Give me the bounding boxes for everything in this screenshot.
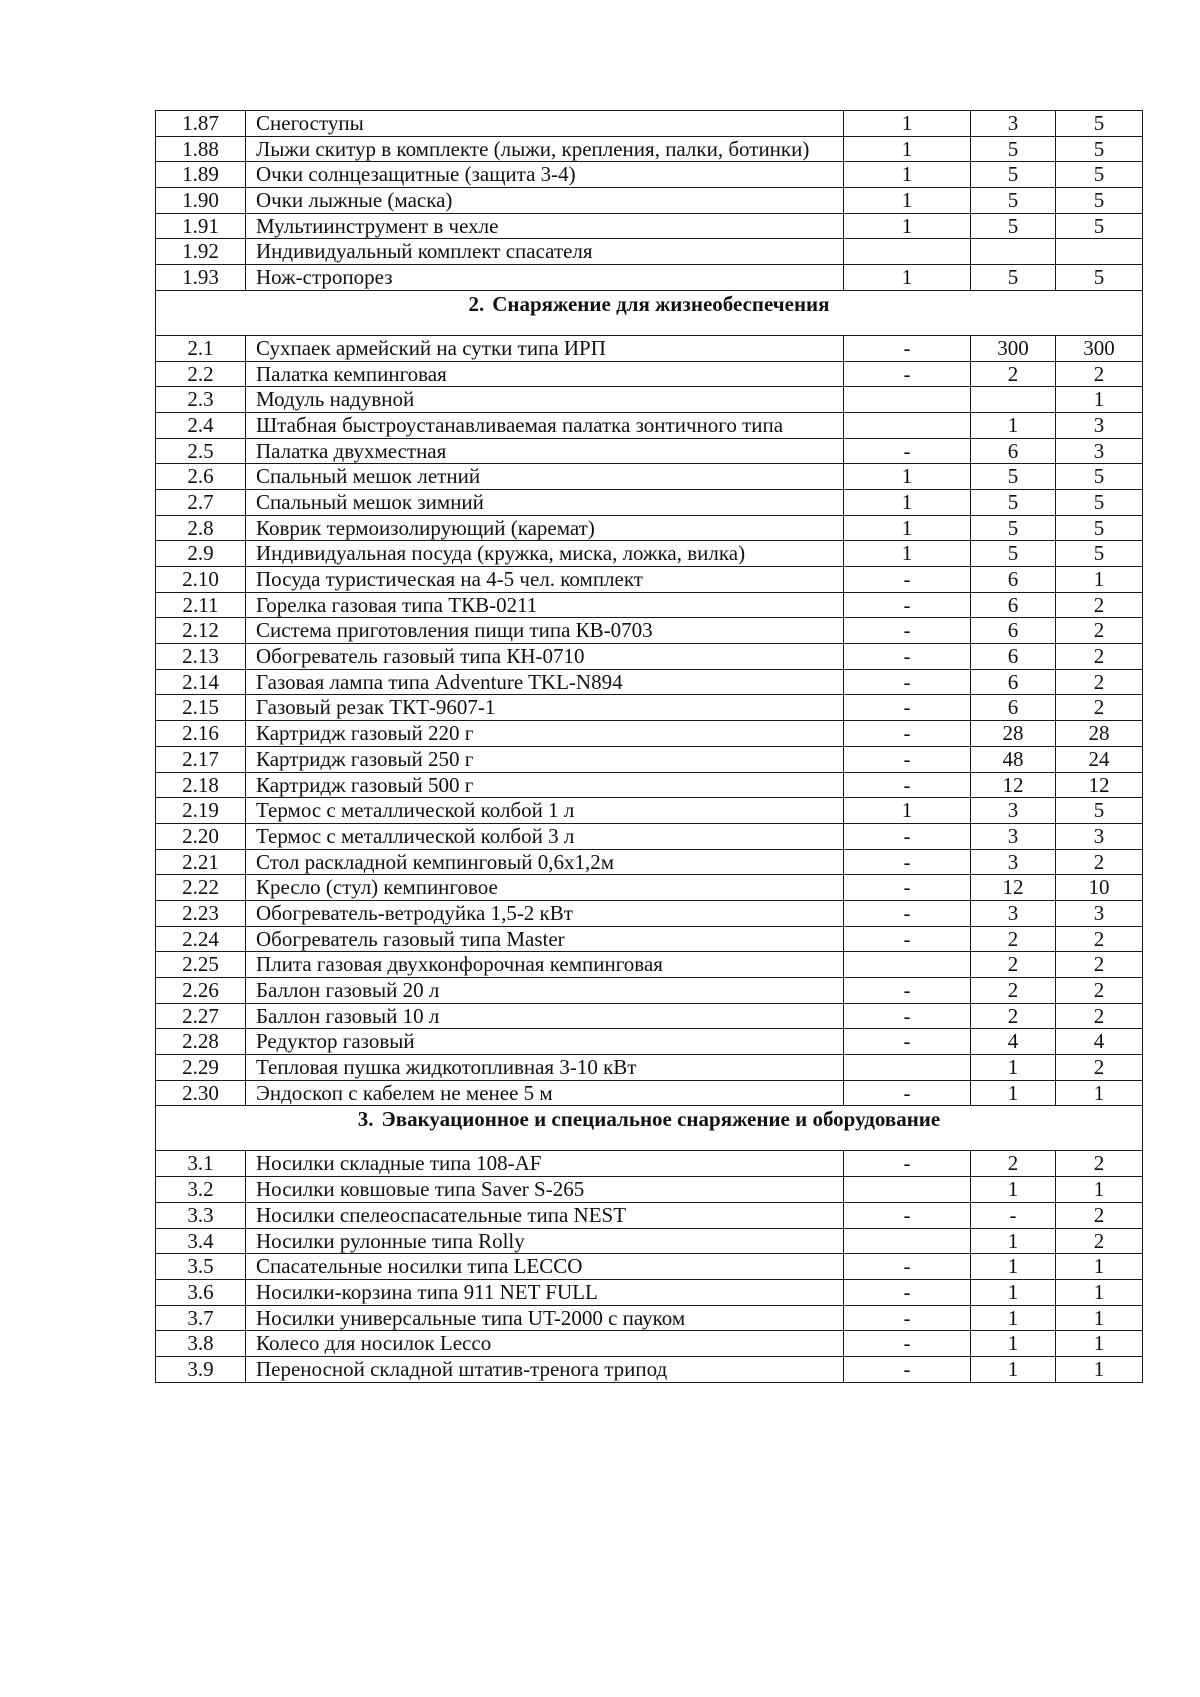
item-number-cell: 2.16 [156, 721, 246, 747]
quantity-col-2-cell: 3 [971, 111, 1056, 137]
quantity-col-1-cell: 1 [844, 265, 971, 291]
quantity-col-1-cell: - [844, 1029, 971, 1055]
quantity-col-1-cell: - [844, 695, 971, 721]
quantity-col-3-cell: 2 [1056, 618, 1143, 644]
item-name-cell: Картридж газовый 500 г [246, 772, 844, 798]
item-name-cell: Переносной складной штатив-тренога трипод [246, 1356, 844, 1382]
item-name-cell: Индивидуальная посуда (кружка, миска, ложка, вилка) [246, 541, 844, 567]
quantity-col-1-cell: - [844, 721, 971, 747]
quantity-col-1-cell: 1 [844, 213, 971, 239]
item-number-cell: 1.88 [156, 136, 246, 162]
quantity-col-3-cell: 2 [1056, 592, 1143, 618]
quantity-col-2-cell: 1 [971, 412, 1056, 438]
quantity-col-2-cell: 4 [971, 1029, 1056, 1055]
quantity-col-3-cell: 3 [1056, 412, 1143, 438]
quantity-col-3-cell: 2 [1056, 952, 1143, 978]
item-number-cell: 1.87 [156, 111, 246, 137]
quantity-col-2-cell: 6 [971, 438, 1056, 464]
quantity-col-1-cell: - [844, 1331, 971, 1357]
quantity-col-2-cell: 2 [971, 952, 1056, 978]
item-number-cell: 2.2 [156, 361, 246, 387]
item-number-cell: 3.3 [156, 1202, 246, 1228]
quantity-col-2-cell: 1 [971, 1356, 1056, 1382]
item-name-cell: Очки солнцезащитные (защита 3-4) [246, 162, 844, 188]
quantity-col-1-cell: 1 [844, 798, 971, 824]
item-name-cell: Тепловая пушка жидкотопливная 3-10 кВт [246, 1055, 844, 1081]
table-row [156, 335, 1143, 361]
quantity-col-2-cell: 5 [971, 464, 1056, 490]
quantity-col-3-cell: 5 [1056, 136, 1143, 162]
quantity-col-2-cell: 5 [971, 541, 1056, 567]
quantity-col-2-cell: 3 [971, 849, 1056, 875]
item-name-cell: Спальный мешок зимний [246, 489, 844, 515]
quantity-col-3-cell: 2 [1056, 1151, 1143, 1177]
table-row [156, 926, 1143, 952]
quantity-col-2-cell: 5 [971, 188, 1056, 214]
item-name-cell: Носилки ковшовые типа Saver S-265 [246, 1177, 844, 1203]
item-number-cell: 2.15 [156, 695, 246, 721]
item-name-cell: Спасательные носилки типа LECCO [246, 1254, 844, 1280]
quantity-col-1-cell: 1 [844, 464, 971, 490]
table-row [156, 695, 1143, 721]
quantity-col-2-cell: 2 [971, 361, 1056, 387]
quantity-col-1-cell: 1 [844, 162, 971, 188]
quantity-col-1-cell: - [844, 875, 971, 901]
item-name-cell: Картридж газовый 250 г [246, 746, 844, 772]
quantity-col-2-cell: 2 [971, 926, 1056, 952]
quantity-col-1-cell: - [844, 567, 971, 593]
item-number-cell: 2.30 [156, 1080, 246, 1106]
quantity-col-2-cell: 6 [971, 695, 1056, 721]
item-name-cell: Система приготовления пищи типа КВ-0703 [246, 618, 844, 644]
item-name-cell: Носилки-корзина типа 911 NET FULL [246, 1279, 844, 1305]
quantity-col-3-cell: 5 [1056, 111, 1143, 137]
table-row [156, 1356, 1143, 1382]
item-number-cell: 3.7 [156, 1305, 246, 1331]
quantity-col-1-cell: - [844, 669, 971, 695]
item-name-cell: Лыжи скитур в комплекте (лыжи, крепления, палки, ботинки) [246, 136, 844, 162]
quantity-col-3-cell: 2 [1056, 669, 1143, 695]
item-number-cell: 2.23 [156, 900, 246, 926]
item-number-cell: 2.26 [156, 978, 246, 1004]
quantity-col-2-cell: 2 [971, 1003, 1056, 1029]
equipment-table-body [156, 111, 1143, 1383]
item-name-cell: Газовый резак ТКТ-9607-1 [246, 695, 844, 721]
quantity-col-3-cell: 2 [1056, 1228, 1143, 1254]
table-row [156, 772, 1143, 798]
item-number-cell: 3.6 [156, 1279, 246, 1305]
item-number-cell: 2.18 [156, 772, 246, 798]
item-number-cell: 2.29 [156, 1055, 246, 1081]
item-name-cell: Очки лыжные (маска) [246, 188, 844, 214]
item-name-cell: Редуктор газовый [246, 1029, 844, 1055]
item-number-cell: 2.1 [156, 335, 246, 361]
table-row [156, 1279, 1143, 1305]
section-number: 2. [468, 291, 485, 316]
item-number-cell: 2.5 [156, 438, 246, 464]
quantity-col-2-cell: 1 [971, 1228, 1056, 1254]
quantity-col-1-cell: - [844, 618, 971, 644]
item-number-cell: 2.8 [156, 515, 246, 541]
quantity-col-1-cell: - [844, 1080, 971, 1106]
quantity-col-2-cell: 300 [971, 335, 1056, 361]
item-number-cell: 3.4 [156, 1228, 246, 1254]
quantity-col-2-cell: 5 [971, 489, 1056, 515]
table-row [156, 721, 1143, 747]
quantity-col-2-cell: 2 [971, 978, 1056, 1004]
quantity-col-3-cell: 5 [1056, 213, 1143, 239]
item-number-cell: 3.8 [156, 1331, 246, 1357]
item-name-cell: Газовая лампа типа Adventure TKL-N894 [246, 669, 844, 695]
item-name-cell: Носилки универсальные типа UT-2000 с пауком [246, 1305, 844, 1331]
quantity-col-1-cell: - [844, 1279, 971, 1305]
item-number-cell: 2.12 [156, 618, 246, 644]
item-name-cell: Кресло (стул) кемпинговое [246, 875, 844, 901]
quantity-col-1-cell: - [844, 978, 971, 1004]
quantity-col-2-cell: 6 [971, 644, 1056, 670]
table-row [156, 875, 1143, 901]
quantity-col-1-cell [844, 952, 971, 978]
table-row [156, 464, 1143, 490]
quantity-col-3-cell: 12 [1056, 772, 1143, 798]
quantity-col-3-cell: 1 [1056, 1279, 1143, 1305]
quantity-col-3-cell: 3 [1056, 823, 1143, 849]
quantity-col-2-cell: 1 [971, 1279, 1056, 1305]
section-header-cell [156, 290, 1143, 335]
quantity-col-1-cell: - [844, 746, 971, 772]
item-number-cell: 2.6 [156, 464, 246, 490]
quantity-col-3-cell: 24 [1056, 746, 1143, 772]
quantity-col-2-cell: 5 [971, 136, 1056, 162]
quantity-col-1-cell: - [844, 926, 971, 952]
table-row [156, 618, 1143, 644]
item-number-cell: 2.28 [156, 1029, 246, 1055]
item-number-cell: 3.1 [156, 1151, 246, 1177]
quantity-col-1-cell: - [844, 900, 971, 926]
table-row [156, 438, 1143, 464]
item-name-cell: Баллон газовый 10 л [246, 1003, 844, 1029]
quantity-col-2-cell: 1 [971, 1254, 1056, 1280]
item-number-cell: 2.20 [156, 823, 246, 849]
table-row [156, 541, 1143, 567]
quantity-col-3-cell: 2 [1056, 978, 1143, 1004]
quantity-col-2-cell: 3 [971, 823, 1056, 849]
quantity-col-1-cell: - [844, 1254, 971, 1280]
table-row [156, 644, 1143, 670]
quantity-col-2-cell: 1 [971, 1080, 1056, 1106]
table-row [156, 1228, 1143, 1254]
item-name-cell: Посуда туристическая на 4-5 чел. комплект [246, 567, 844, 593]
quantity-col-3-cell: 4 [1056, 1029, 1143, 1055]
quantity-col-2-cell: 6 [971, 669, 1056, 695]
item-number-cell: 2.22 [156, 875, 246, 901]
item-name-cell: Сухпаек армейский на сутки типа ИРП [246, 335, 844, 361]
table-row [156, 1254, 1143, 1280]
quantity-col-3-cell: 1 [1056, 1080, 1143, 1106]
quantity-col-1-cell: - [844, 1003, 971, 1029]
table-row [156, 111, 1143, 137]
quantity-col-3-cell [1056, 239, 1143, 265]
table-row [156, 567, 1143, 593]
table-row [156, 1177, 1143, 1203]
quantity-col-2-cell: 1 [971, 1177, 1056, 1203]
table-row [156, 1080, 1143, 1106]
item-number-cell: 2.11 [156, 592, 246, 618]
quantity-col-2-cell: 6 [971, 567, 1056, 593]
quantity-col-1-cell [844, 412, 971, 438]
quantity-col-3-cell: 5 [1056, 265, 1143, 291]
table-row [156, 746, 1143, 772]
item-number-cell: 2.13 [156, 644, 246, 670]
table-row [156, 136, 1143, 162]
section-title: Снаряжение для жизнеобеспечения [492, 291, 830, 316]
quantity-col-1-cell: - [844, 592, 971, 618]
item-name-cell: Нож-стропорез [246, 265, 844, 291]
item-number-cell: 1.90 [156, 188, 246, 214]
item-name-cell: Стол раскладной кемпинговый 0,6х1,2м [246, 849, 844, 875]
item-number-cell: 2.27 [156, 1003, 246, 1029]
item-name-cell: Индивидуальный комплект спасателя [246, 239, 844, 265]
quantity-col-3-cell: 5 [1056, 798, 1143, 824]
quantity-col-1-cell: - [844, 644, 971, 670]
item-name-cell: Носилки складные типа 108-AF [246, 1151, 844, 1177]
table-row [156, 239, 1143, 265]
quantity-col-2-cell [971, 387, 1056, 413]
quantity-col-2-cell: 1 [971, 1055, 1056, 1081]
quantity-col-2-cell: 2 [971, 1151, 1056, 1177]
table-row [156, 412, 1143, 438]
quantity-col-3-cell: 5 [1056, 489, 1143, 515]
table-row [156, 361, 1143, 387]
item-name-cell: Картридж газовый 220 г [246, 721, 844, 747]
table-row [156, 1003, 1143, 1029]
item-name-cell: Термос с металлической колбой 3 л [246, 823, 844, 849]
item-number-cell: 2.25 [156, 952, 246, 978]
item-number-cell: 1.89 [156, 162, 246, 188]
table-row [156, 978, 1143, 1004]
section-header-row [156, 1106, 1143, 1151]
quantity-col-3-cell: 1 [1056, 1331, 1143, 1357]
item-number-cell: 2.7 [156, 489, 246, 515]
quantity-col-1-cell: - [844, 438, 971, 464]
quantity-col-2-cell: 12 [971, 772, 1056, 798]
quantity-col-1-cell [844, 239, 971, 265]
quantity-col-1-cell: - [844, 335, 971, 361]
quantity-col-3-cell: 5 [1056, 188, 1143, 214]
item-number-cell: 1.91 [156, 213, 246, 239]
quantity-col-3-cell: 10 [1056, 875, 1143, 901]
item-number-cell: 2.14 [156, 669, 246, 695]
quantity-col-3-cell: 2 [1056, 849, 1143, 875]
item-number-cell: 3.5 [156, 1254, 246, 1280]
quantity-col-1-cell: - [844, 1202, 971, 1228]
quantity-col-1-cell: - [844, 1151, 971, 1177]
quantity-col-1-cell: 1 [844, 489, 971, 515]
quantity-col-3-cell: 2 [1056, 1055, 1143, 1081]
table-row [156, 515, 1143, 541]
quantity-col-2-cell: 5 [971, 515, 1056, 541]
quantity-col-1-cell: - [844, 849, 971, 875]
section-header-row [156, 290, 1143, 335]
quantity-col-2-cell: 6 [971, 618, 1056, 644]
table-row [156, 265, 1143, 291]
table-row [156, 900, 1143, 926]
quantity-col-3-cell: 2 [1056, 1202, 1143, 1228]
section-header-cell [156, 1106, 1143, 1151]
item-number-cell: 2.3 [156, 387, 246, 413]
table-row [156, 1151, 1143, 1177]
quantity-col-1-cell: - [844, 823, 971, 849]
table-row [156, 213, 1143, 239]
item-number-cell: 1.92 [156, 239, 246, 265]
quantity-col-3-cell: 2 [1056, 1003, 1143, 1029]
item-number-cell: 2.10 [156, 567, 246, 593]
item-name-cell: Колесо для носилок Lecco [246, 1331, 844, 1357]
item-number-cell: 2.19 [156, 798, 246, 824]
quantity-col-2-cell: 1 [971, 1305, 1056, 1331]
item-name-cell: Модуль надувной [246, 387, 844, 413]
table-row [156, 1029, 1143, 1055]
item-name-cell: Палатка кемпинговая [246, 361, 844, 387]
quantity-col-2-cell: 5 [971, 265, 1056, 291]
quantity-col-2-cell [971, 239, 1056, 265]
quantity-col-1-cell: 1 [844, 136, 971, 162]
quantity-col-1-cell: 1 [844, 515, 971, 541]
item-name-cell: Мультиинструмент в чехле [246, 213, 844, 239]
quantity-col-1-cell: 1 [844, 188, 971, 214]
item-name-cell: Обогреватель газовый типа КН-0710 [246, 644, 844, 670]
table-row [156, 188, 1143, 214]
item-number-cell: 2.4 [156, 412, 246, 438]
table-row [156, 1055, 1143, 1081]
quantity-col-1-cell: - [844, 1305, 971, 1331]
quantity-col-1-cell [844, 1055, 971, 1081]
item-name-cell: Спальный мешок летний [246, 464, 844, 490]
item-name-cell: Носилки спелеоспасательные типа NEST [246, 1202, 844, 1228]
quantity-col-1-cell: 1 [844, 541, 971, 567]
quantity-col-3-cell: 28 [1056, 721, 1143, 747]
quantity-col-2-cell: 6 [971, 592, 1056, 618]
item-number-cell: 2.17 [156, 746, 246, 772]
quantity-col-3-cell: 3 [1056, 900, 1143, 926]
quantity-col-3-cell: 300 [1056, 335, 1143, 361]
quantity-col-3-cell: 1 [1056, 1305, 1143, 1331]
item-number-cell: 2.9 [156, 541, 246, 567]
table-row [156, 798, 1143, 824]
quantity-col-1-cell: 1 [844, 111, 971, 137]
section-number: 3. [357, 1107, 374, 1132]
table-row [156, 1202, 1143, 1228]
item-number-cell: 3.9 [156, 1356, 246, 1382]
table-row [156, 849, 1143, 875]
quantity-col-1-cell: - [844, 772, 971, 798]
quantity-col-2-cell: 28 [971, 721, 1056, 747]
item-name-cell: Носилки рулонные типа Rolly [246, 1228, 844, 1254]
item-name-cell: Термос с металлической колбой 1 л [246, 798, 844, 824]
section-title: Эвакуационное и специальное снаряжение и оборудование [381, 1107, 941, 1132]
quantity-col-1-cell [844, 1177, 971, 1203]
item-name-cell: Штабная быстроустанавливаемая палатка зонтичного типа [246, 412, 844, 438]
table-row [156, 489, 1143, 515]
table-row [156, 387, 1143, 413]
item-number-cell: 1.93 [156, 265, 246, 291]
item-name-cell: Палатка двухместная [246, 438, 844, 464]
item-name-cell: Баллон газовый 20 л [246, 978, 844, 1004]
quantity-col-3-cell: 5 [1056, 515, 1143, 541]
quantity-col-1-cell [844, 1228, 971, 1254]
table-row [156, 162, 1143, 188]
quantity-col-3-cell: 2 [1056, 926, 1143, 952]
equipment-table [155, 110, 1143, 1383]
quantity-col-2-cell: 1 [971, 1331, 1056, 1357]
table-row [156, 592, 1143, 618]
quantity-col-3-cell: 1 [1056, 1177, 1143, 1203]
quantity-col-2-cell: 3 [971, 798, 1056, 824]
item-number-cell: 2.21 [156, 849, 246, 875]
table-row [156, 1305, 1143, 1331]
quantity-col-2-cell: 5 [971, 162, 1056, 188]
quantity-col-3-cell: 3 [1056, 438, 1143, 464]
quantity-col-2-cell: 3 [971, 900, 1056, 926]
item-name-cell: Коврик термоизолирующий (каремат) [246, 515, 844, 541]
item-name-cell: Обогреватель-ветродуйка 1,5-2 кВт [246, 900, 844, 926]
item-number-cell: 3.2 [156, 1177, 246, 1203]
table-row [156, 1331, 1143, 1357]
quantity-col-3-cell: 5 [1056, 541, 1143, 567]
quantity-col-2-cell: - [971, 1202, 1056, 1228]
quantity-col-3-cell: 5 [1056, 464, 1143, 490]
item-name-cell: Эндоскоп с кабелем не менее 5 м [246, 1080, 844, 1106]
quantity-col-3-cell: 2 [1056, 644, 1143, 670]
quantity-col-3-cell: 5 [1056, 162, 1143, 188]
quantity-col-3-cell: 2 [1056, 695, 1143, 721]
quantity-col-3-cell: 2 [1056, 361, 1143, 387]
quantity-col-2-cell: 5 [971, 213, 1056, 239]
table-row [156, 952, 1143, 978]
item-name-cell: Плита газовая двухконфорочная кемпинговая [246, 952, 844, 978]
quantity-col-1-cell [844, 387, 971, 413]
quantity-col-3-cell: 1 [1056, 567, 1143, 593]
quantity-col-1-cell: - [844, 361, 971, 387]
item-name-cell: Снегоступы [246, 111, 844, 137]
item-name-cell: Горелка газовая типа ТКВ-0211 [246, 592, 844, 618]
quantity-col-3-cell: 1 [1056, 1356, 1143, 1382]
quantity-col-1-cell: - [844, 1356, 971, 1382]
quantity-col-3-cell: 1 [1056, 387, 1143, 413]
quantity-col-3-cell: 1 [1056, 1254, 1143, 1280]
quantity-col-2-cell: 12 [971, 875, 1056, 901]
item-number-cell: 2.24 [156, 926, 246, 952]
table-row [156, 823, 1143, 849]
quantity-col-2-cell: 48 [971, 746, 1056, 772]
table-row [156, 669, 1143, 695]
item-name-cell: Обогреватель газовый типа Master [246, 926, 844, 952]
